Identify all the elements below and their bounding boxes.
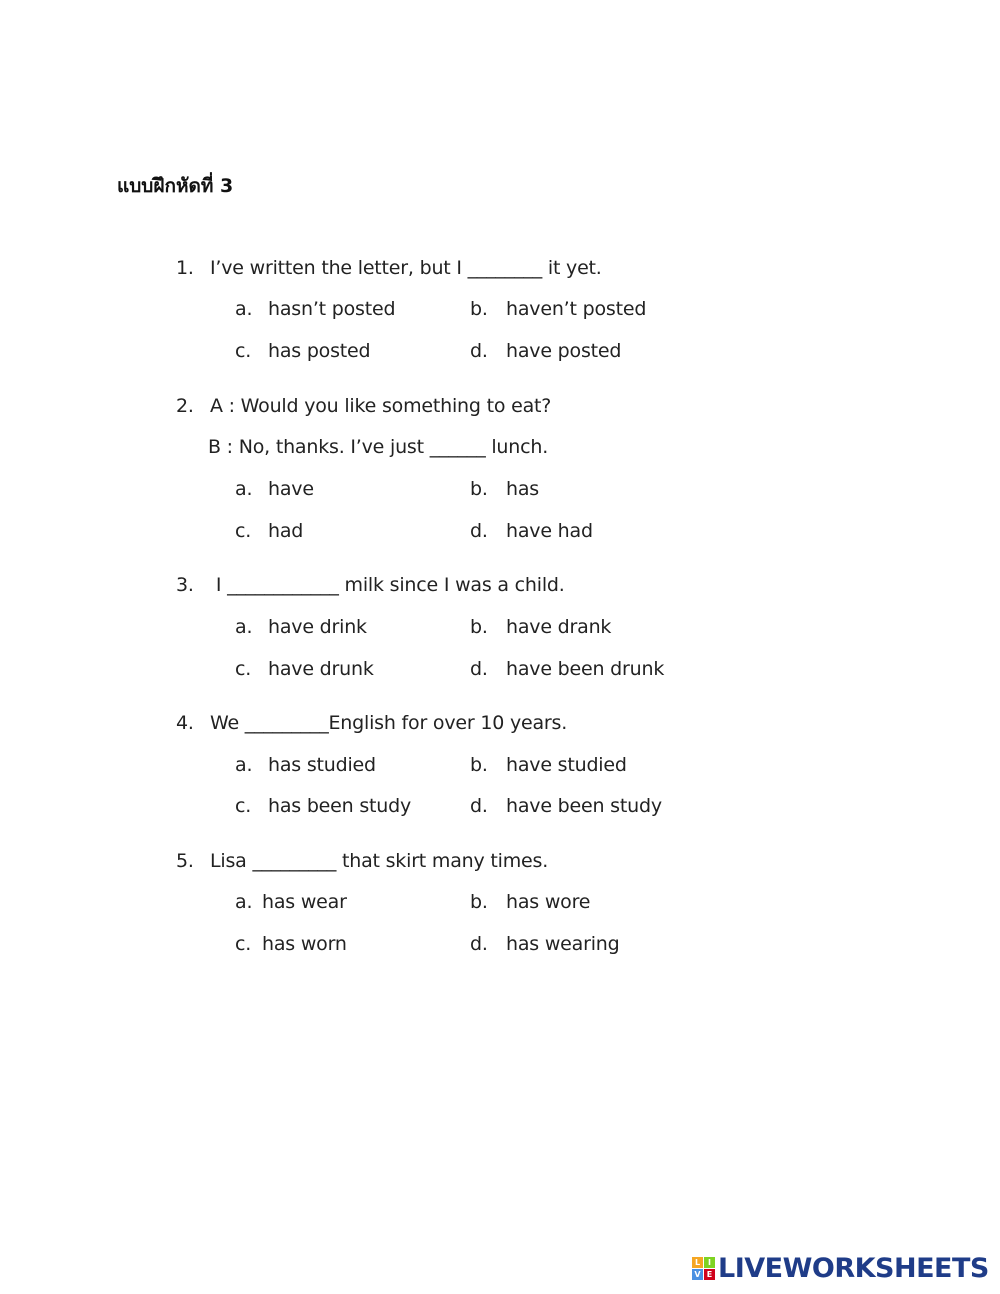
liveworksheets-icon <box>692 1257 715 1280</box>
option-letter: d. <box>470 933 488 955</box>
liveworksheets-logo <box>692 1251 989 1285</box>
question-text: A : Would you like something to eat? <box>210 395 552 417</box>
option-text[interactable]: have been drunk <box>506 658 665 680</box>
option-text[interactable]: have drunk <box>268 658 374 680</box>
question-text: I ____________ milk since I was a child. <box>210 574 565 596</box>
option-letter: c. <box>235 520 252 542</box>
option-letter: b. <box>470 478 488 500</box>
logo-tile-e: E <box>704 1269 715 1280</box>
option-text[interactable]: have drank <box>506 616 612 638</box>
option-text[interactable]: have had <box>506 520 593 542</box>
option-letter: b. <box>470 754 488 776</box>
option-text[interactable]: has been study <box>268 795 412 817</box>
question-number: 3. <box>176 574 194 596</box>
option-letter: a. <box>235 754 253 776</box>
option-letter: d. <box>470 520 488 542</box>
option-letter: b. <box>470 891 488 913</box>
option-letter: a. <box>235 478 253 500</box>
option-text[interactable]: have drink <box>268 616 367 638</box>
option-letter: c. <box>235 658 252 680</box>
question-number: 4. <box>176 712 194 734</box>
option-letter: d. <box>470 340 488 362</box>
option-letter: c. <box>235 795 252 817</box>
question-number: 5. <box>176 850 194 872</box>
option-letter: c. <box>235 933 252 955</box>
worksheet-title: แบบฝึกหัดที่ 3 <box>117 175 234 197</box>
option-text[interactable]: has <box>506 478 539 500</box>
option-text[interactable]: have <box>268 478 314 500</box>
option-letter: b. <box>470 298 488 320</box>
option-text[interactable]: has studied <box>268 754 376 776</box>
question-text: B : No, thanks. I’ve just ______ lunch. <box>208 436 549 458</box>
logo-tile-l: L <box>692 1257 703 1268</box>
option-letter: a. <box>235 616 253 638</box>
option-text[interactable]: hasn’t posted <box>268 298 396 320</box>
option-text[interactable]: has wore <box>506 891 591 913</box>
option-text[interactable]: has posted <box>268 340 371 362</box>
question-text: I’ve written the letter, but I ________ it yet. <box>210 257 602 279</box>
option-text[interactable]: had <box>268 520 304 542</box>
question-text: Lisa _________ that skirt many times. <box>210 850 549 872</box>
brand-wordmark: LIVEWORKSHEETS <box>718 1252 989 1284</box>
option-text[interactable]: have posted <box>506 340 622 362</box>
option-text[interactable]: has worn <box>262 933 347 955</box>
logo-tile-v: V <box>692 1269 703 1280</box>
question-number: 2. <box>176 395 194 417</box>
option-letter: d. <box>470 658 488 680</box>
option-text[interactable]: has wear <box>262 891 347 913</box>
option-letter: d. <box>470 795 488 817</box>
option-text[interactable]: have studied <box>506 754 627 776</box>
option-letter: c. <box>235 340 252 362</box>
option-text[interactable]: has wearing <box>506 933 620 955</box>
option-letter: a. <box>235 891 253 913</box>
question-number: 1. <box>176 257 194 279</box>
option-text[interactable]: have been study <box>506 795 662 817</box>
logo-tile-i: I <box>704 1257 715 1268</box>
option-letter: a. <box>235 298 253 320</box>
question-text: We _________English for over 10 years. <box>210 712 568 734</box>
option-letter: b. <box>470 616 488 638</box>
option-text[interactable]: haven’t posted <box>506 298 647 320</box>
